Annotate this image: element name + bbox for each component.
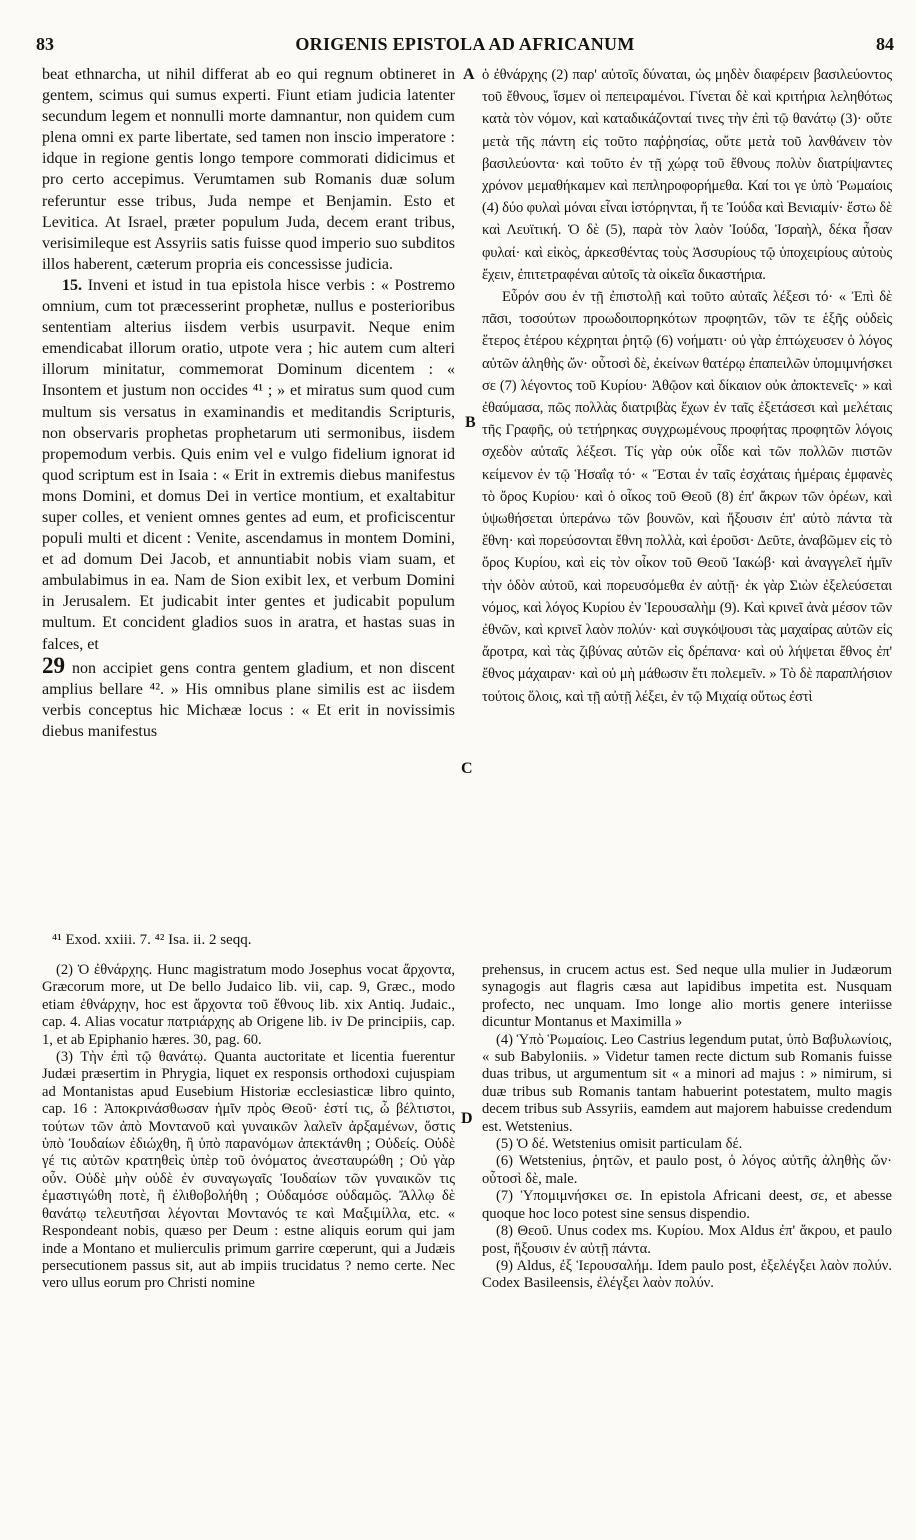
note-4: (4) Ὑπὸ Ῥωμαίοις. Leo Castrius legendum putat, ὑπὸ Βαβυλωνίοις, « sub Babyloniis. » Videtur tamen recte dictum sub Romanis fuisse duas tribus, ut argumentum sit « a minori ad majus : » nimirum, si duæ tribus sub Romanis tantam habuerint potestatem, multo magis decem tribus sub Assyriis, eamdem aut majorem habuisse credendum est. Wetstenius. <box>482 1031 892 1135</box>
page-number-right: 84 <box>876 34 894 54</box>
note-8: (8) Θεοῦ. Unus codex ms. Κυρίου. Mox Aldus ἐπ' ἄκρου, et paulo post, ἥξουσιν ἐν αὐτῇ πάντα. <box>482 1223 892 1257</box>
greek-paragraph-2: Εὗρόν σου ἐν τῇ ἐπιστολῇ καὶ τοῦτο αὐταῖς λέξεσι τό· « Ἐπὶ δὲ πᾶσι, τοσούτων προωδοιπορηκότων προφητῶν, τῶν τε ἑξῆς οὐδεὶς ἕτερος ἑτέρου κέχρηται ῥητῷ (6) νοήματι· οὐ γὰρ ἐπτώχευσεν ὁ λόγος αὐτῶν ἀληθὴς ὤν· οὗτοσὶ δὲ, ἐκείνων θατέρῳ ἐπαπειλῶν ὑπομιμνήσκει σε (7) λέγοντος τοῦ Κυρίου· Ἀθῷον καὶ δίκαιον οὐκ ἀποκτενεῖς· » καὶ ἐθαύμασα, πῶς πολλὰς διατριβὰς ἔχων ἐν ταῖς ἐξετάσεσι καὶ μελέταις τῆς Γραφῆς, οὐ τετήρηκας συγχρωμένους προφήτας προφητῶν λόγοις σχεδὸν αὐταῖς λέξεσι. Τίς γὰρ οὐκ οἶδε καὶ τῶν πολλῶν πιστῶν κείμενον ἐν τῷ Ἡσαΐᾳ τό· « Ἔσται ἐν ταῖς ἐσχάταις ἡμέραις ἐμφανὲς τὸ ὄρος Κυρίου· καὶ ὁ οἶκος τοῦ Θεοῦ (8) ἐπ' ἄκρων τῶν ὀρέων, καὶ ὑψωθήσεται ὑπεράνω τῶν βουνῶν, καὶ ἥξουσιν ἐπ' αὐτὸ πάντα τὰ ἔθνη· καὶ πορεύσονται ἔθνη πολλὰ, καὶ ἐροῦσι· Δεῦτε, ἀναβῶμεν εἰς τὸ ὄρος Κυρίου, καὶ εἰς τὸν οἶκον τοῦ Θεοῦ Ἰακώβ· καὶ ἀναγγελεῖ ἡμῖν τὴν ὁδὸν αὐτοῦ, καὶ πορευσόμεθα ἐν αὐτῇ· ἐκ γὰρ Σιὼν ἐξελεύσεται νόμος, καὶ λόγος Κυρίου ἐν Ἱερουσαλὴμ (9). Καὶ κρινεῖ ἀνὰ μέσον τῶν ἐθνῶν, καὶ κρινεῖ λαὸν πολύν· καὶ συγκόψουσι τὰς μαχαίρας αὐτῶν εἰς ἄροτρα, καὶ τὰς ζιβύνας αὐτῶν εἰς δρέπανα· καὶ οὐ λήψεται ἔθνος ἐπ' ἔθνος μάχαιραν· καὶ οὐ μὴ μάθωσιν ἔτι πολεμεῖν. » Τὸ δὲ παραπλήσιον τούτοις ὅλοις, καὶ τῇ αὐτῇ λέξει, ἐν τῷ Μιχαίᾳ οὕτως ἐστὶ <box>482 289 892 705</box>
running-header <box>36 34 894 60</box>
margin-letter-b: B <box>465 414 476 431</box>
margin-letter-d: D <box>461 1110 473 1127</box>
section-number: 15. <box>62 276 82 294</box>
page-mark: 29 <box>42 652 65 678</box>
note-7: (7) Ὑπομιμνήσκει σε. In epistola Africani deest, σε, et abesse quoque hoc loco potest sine sensus dispendio. <box>482 1188 892 1222</box>
greek-paragraph-1: ὁ ἐθνάρχης (2) παρ' αὐτοῖς δύναται, ὡς μηδὲν διαφέρειν βασιλεύοντος τοῦ ἔθνους, ἴσμεν οἱ πεπειραμένοι. Γίνεται δὲ καὶ κριτήρια λεληθότως κατὰ τὸν νόμον, καὶ καταδικάζονταί τινες τὴν ἐπὶ τῷ θανάτῳ (3)· οὔτε μετὰ τῆς πάντη εἰς τοῦτο παῤῥησίας, οὔτε μετὰ τοῦ λανθάνειν τὸν βασιλεύοντα· καὶ τοῦτο ἐν τῇ χώρᾳ τοῦ ἔθνους πολὺν διατρίψαντες χρόνον μεμαθήκαμεν καὶ πεπληροφορήμεθα. Καί τοι γε ὑπὸ Ῥωμαίοις (4) δύο φυλαὶ μόναι εἶναι ἱστόρηνται, ἥ τε Ἰούδα καὶ Βενιαμίν· ἔστω δὲ καὶ Λευϊτική. Ὁ δὲ (5), παρὰ τὸν λαὸν Ἰούδα, Ἰσραὴλ, δέκα ἦσαν φυλαί· καὶ εἰκὸς, ἀρκεσθέντας τοὺς Ἀσσυρίους τῷ ὑποχειρίους αὐτοὺς ἔχειν, ἐπιτετραφέναι αὐτοῖς τὰ οἰκεῖα δικαστήρια. <box>482 67 892 283</box>
notes-left-column <box>42 962 455 1293</box>
note-2: (2) Ὁ ἐθνάρχης. Hunc magistratum modo Josephus vocat ἄρχοντα, Græcorum more, ut De bello Judaico lib. vii, cap. 9, Græc., modo etiam ἐθνάρχην, hoc est ἄρχοντα τοῦ ἔθνους lib. xix Antiq. Judaic., cap. 4. Alias vocatur πατριάρχης ab Origene lib. iv De principiis, cap. 1, et ab Epiphanio hæres. 30, pag. 60. <box>42 962 455 1048</box>
note-3: (3) Τὴν ἐπὶ τῷ θανάτῳ. Quanta auctoritate et licentia fuerentur Judæi præsertim in Phrygia, liquet ex responsis orthodoxi cujuspiam ad Montanistas apud Eusebium Historiæ ecclesiasticæ libro quinto, cap. 16 : Ἀποκρινάσθωσαν ἡμῖν πρὸς Θεοῦ· ἐστί τις, ὦ βέλτιστοι, τούτων τῶν ἀπὸ Μοντανοῦ καὶ γυναικῶν λαλεῖν ἀρξαμένων, ὅστις ὑπὸ Ἰουδαίων ἐδιώχθη, ἢ ὑπὸ παρανόμων ἀπεκτάνθη ; Οὐδείς. Οὐδὲ γέ τις αὐτῶν κρατηθεὶς ὑπὲρ τοῦ ὀνόματος ἀνεσταυρώθη ; Οὐ γὰρ οὖν. Οὐδὲ μὴν οὐδὲ ἐν συναγωγαῖς Ἰουδαίων τῶν γυναικῶν τις ἐμαστιγώθη ποτὲ, ἢ ἐλιθοβολήθη ; Οὐδαμόσε οὐδαμῶς. Ἄλλῳ δὲ θανάτῳ τελευτῆσαι λέγονται Μοντανός τε καὶ Μαξιμίλλα, etc. « Respondeant nobis, quæso per Deum : estne aliquis eorum qui jam inde a Montano et mulierculis primum garrire cœperunt, qui a Judæis persecutionem passus sit, aut ab impiis trucidatus ? nemo certe. Nec vero ullus eorum pro Christi nomine <box>42 1049 455 1292</box>
scripture-footnotes: ⁴¹ Exod. xxiii. 7. ⁴² Isa. ii. 2 seqq. <box>52 932 252 948</box>
note-3-continued: prehensus, in crucem actus est. Sed neque ulla mulier in Judæorum synagogis aut flagris cæsa aut lapidibus impetita est. Nusquam profecto, nec unquam. Imo longe alio mortis genere interiisse dicuntur Montanus et Maximilla » <box>482 962 892 1031</box>
latin-column <box>42 64 455 742</box>
running-title: ORIGENIS EPISTOLA AD AFRICANUM <box>295 34 635 54</box>
greek-column <box>482 64 892 708</box>
margin-letter-c: C <box>461 760 473 777</box>
margin-letter-a: A <box>463 66 475 83</box>
latin-paragraph-2-end: non accipiet gens contra gentem gladium, et non discent amplius bellare ⁴². » His omnibus plane similis est ac iisdem verbis conceptus hic Michææ locus : « Et erit in novissimis diebus manifestus <box>42 659 455 740</box>
note-9: (9) Aldus, ἐξ Ἱερουσαλήμ. Idem paulo post, ἐξελέγξει λαὸν πολύν. Codex Basileensis, ἐλέγξει λαὸν πολύν. <box>482 1257 892 1292</box>
latin-paragraph-1: beat ethnarcha, ut nihil differat ab eo qui regnum obtineret in gentem, scimus qui sumus experti. Fiunt etiam judicia latenter secundum legem et nonnulli morte damnantur, non quidem cum plena omni ex parte libertate, sed tamen non inscio imperatore : idque in regione gentis longo tempore commorati didicimus et pro certo accepimus. Verumtamen sub Romanis duæ solum referuntur esse tribus, Juda nempe et Benjamin. Esto et Levitica. At Israel, præter populum Juda, decem erant tribus, verisimileque est Assyriis satis fuisse quod imperio suo subditos illos haberent, cæterum propria eis concessisse judicia. <box>42 66 455 273</box>
latin-paragraph-2 <box>42 275 455 742</box>
notes-right-column <box>482 962 892 1293</box>
page-number-left: 83 <box>36 34 54 54</box>
latin-paragraph-2-text: Inveni et istud in tua epistola hisce verbis : « Postremo omnium, cum tot præcesserint prophetæ, nullus e posterioribus sententiam alterius iisdem verbis usurpavit. Neque enim emendicabat illorum oratio, utpote vera ; hic autem cum alteri illorum minitatur, commemorat Dominum dicentem : « Insontem et justum non occides ⁴¹ ; » et miratus sum quod cum multum sis versatus in examinandis et meditandis Scripturis, non observaris prophetas prophetarum uti sermonibus, iisdem propemodum verbis. Quis enim vel e vulgo fidelium ignorat id quod scriptum est in Isaia : « Erit in extremis diebus manifestus mons Domini, et domus Dei in vertice montium, et exaltabitur super colles, et venient omnes gentes ad eum, et proficiscentur populi multi et dicent : Venite, ascendamus in montem Domini, et ad domum Dei Jacob, et annuntiabit nobis viam suam, et ambulabimus in ea. Nam de Sion exibit lex, et verbum Domini in Jerusalem. Et judicabit inter gentes et judicabit populum multum. Et concident gladios suos in aratra, et hastas suas in falces, et <box>42 276 455 653</box>
note-5: (5) Ὁ δέ. Wetstenius omisit particulam δέ. <box>496 1136 743 1153</box>
note-6: (6) Wetstenius, ῥητῶν, et paulo post, ὁ λόγος αὐτῆς ἀληθὴς ὤν· οὗτοσὶ δὲ, male. <box>482 1153 892 1187</box>
